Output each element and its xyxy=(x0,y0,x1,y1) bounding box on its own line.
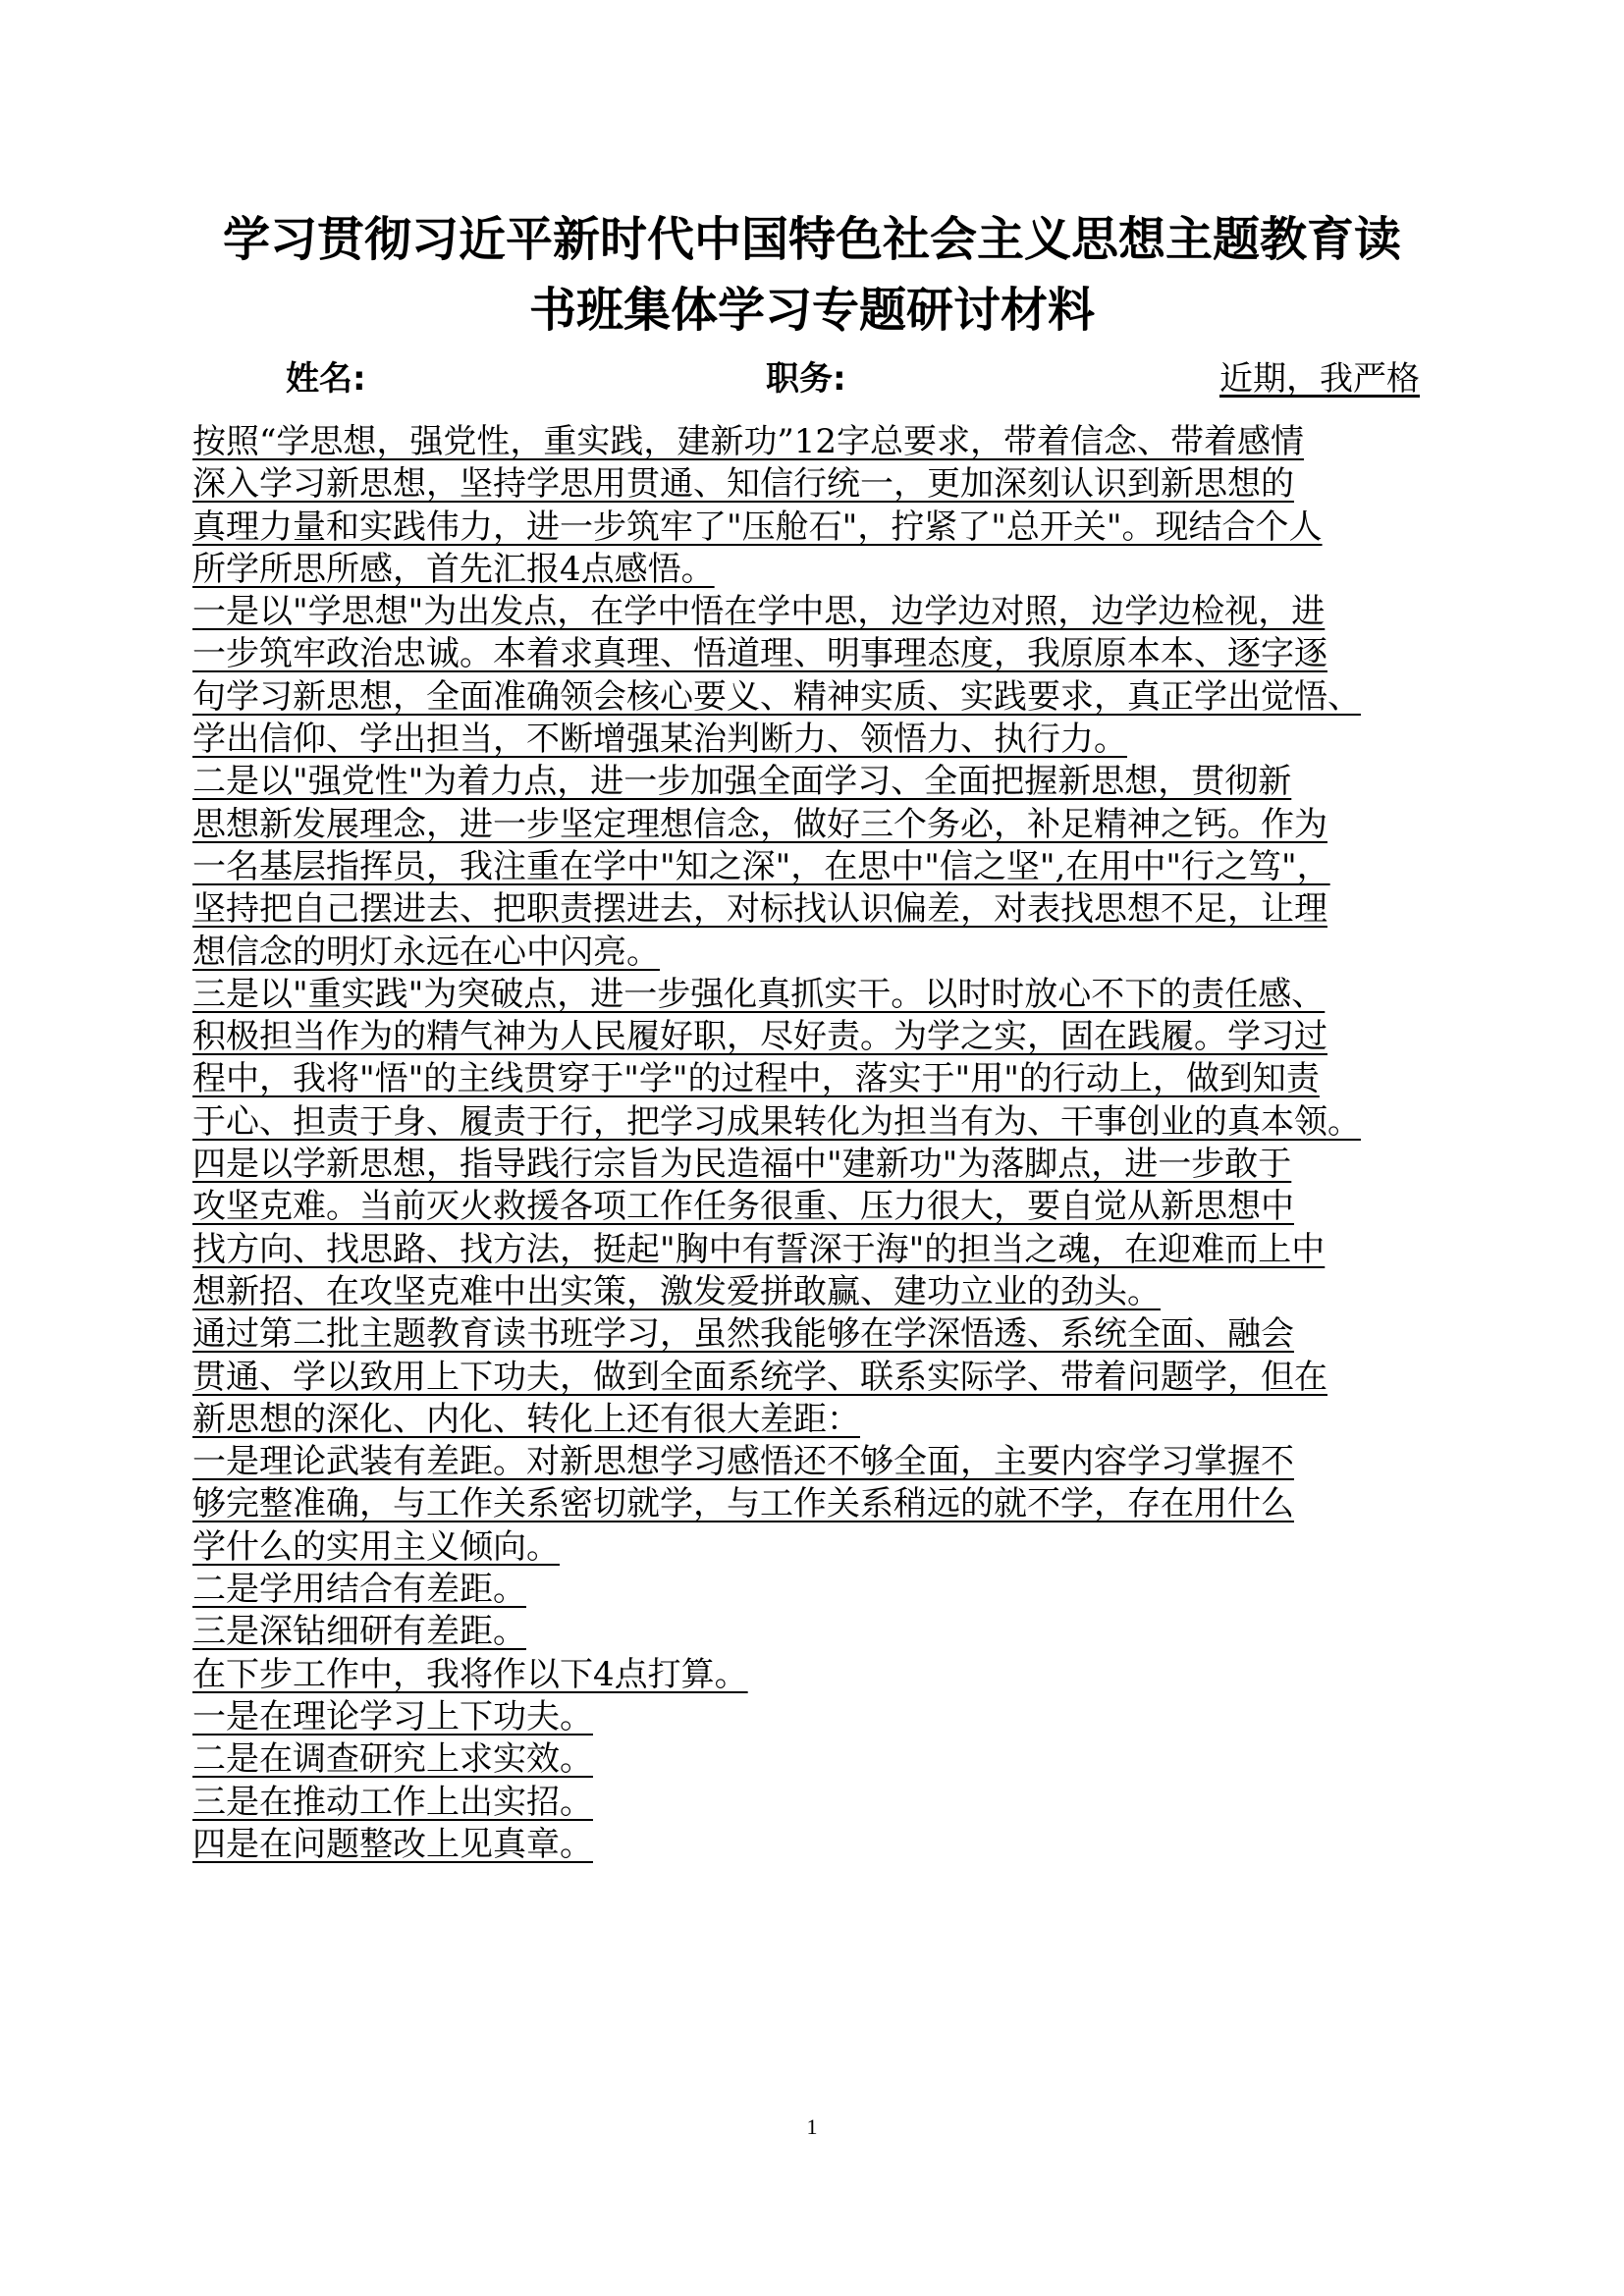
body-line-text: 想新招、在攻坚克难中出实策，激发爱拼敢赢、建功立业的劲头。 xyxy=(192,1271,1161,1311)
body-line xyxy=(192,1399,1459,1441)
body-line-text: 攻坚克难。当前灭火救援各项工作任务很重、压力很大，要自觉从新思想中 xyxy=(192,1187,1294,1227)
body-line xyxy=(192,1229,1459,1271)
body-line-text: 程中，我将"悟"的主线贯穿于"学"的过程中，落实于"用"的行动上，做到知责 xyxy=(192,1059,1320,1099)
body-line xyxy=(192,1569,1459,1611)
body-line-text: 想信念的明灯永远在心中闪亮。 xyxy=(192,932,660,972)
body-line xyxy=(192,1313,1459,1356)
body-line xyxy=(192,888,1459,931)
body-line xyxy=(192,1824,1459,1866)
body-line-text: 于心、担责于身、履责于行，把学习成果转化为担当有为、干事创业的真本领。 xyxy=(192,1101,1361,1142)
body-line xyxy=(192,1526,1459,1569)
body-line xyxy=(192,761,1459,803)
body-line-text: 一是理论武装有差距。对新思想学习感悟还不够全面，主要内容学习掌握不 xyxy=(192,1442,1294,1482)
body-line xyxy=(192,1611,1459,1653)
body-line-text: 一是以"学思想"为出发点，在学中悟在学中思，边学边对照，边学边检视，进 xyxy=(192,592,1326,632)
body-line-text: 思想新发展理念，进一步坚定理想信念，做好三个务必，补足精神之钙。作为 xyxy=(192,804,1327,844)
body-line-text: 四是在问题整改上见真章。 xyxy=(192,1824,593,1864)
body-line xyxy=(192,1101,1459,1144)
body-line-text: 在下步工作中，我将作以下4点打算。 xyxy=(192,1654,748,1694)
body-line xyxy=(192,1654,1459,1696)
name-label: 姓名: xyxy=(286,359,366,399)
body-line-text: 学出信仰、学出担当，不断增强某治判断力、领悟力、执行力。 xyxy=(192,720,1127,760)
body-line xyxy=(192,1738,1459,1781)
body-line xyxy=(192,1357,1459,1399)
body-text xyxy=(192,421,1459,1866)
body-line xyxy=(192,1441,1459,1483)
body-line xyxy=(192,1144,1459,1186)
body-line-text: 学什么的实用主义倾向。 xyxy=(192,1526,560,1567)
body-line xyxy=(192,1483,1459,1525)
body-line-text: 一名基层指挥员，我注重在学中"知之深"，在思中"信之坚",在用中"行之笃"， xyxy=(192,846,1330,886)
body-line xyxy=(192,804,1459,846)
title-line: 学习贯彻习近平新时代中国特色社会主义思想主题教育读 xyxy=(222,212,1401,267)
body-line-text: 真理力量和实践伟力，进一步筑牢了"压舱石"，拧紧了"总开关"。现结合个人 xyxy=(192,507,1323,547)
body-line-text: 一是在理论学习上下功夫。 xyxy=(192,1696,593,1736)
body-line-text: 通过第二批主题教育读书班学习，虽然我能够在学深悟透、系统全面、融会 xyxy=(192,1314,1294,1355)
body-line-text: 三是在推动工作上出实招。 xyxy=(192,1782,593,1822)
body-line xyxy=(192,633,1459,675)
body-line xyxy=(192,974,1459,1016)
body-line-text: 二是以"强党性"为着力点，进一步加强全面学习、全面把握新思想，贯彻新 xyxy=(192,762,1292,802)
body-line xyxy=(192,549,1459,591)
body-line xyxy=(192,463,1459,506)
body-line-text: 二是学用结合有差距。 xyxy=(192,1570,526,1610)
body-line-text: 二是在调查研究上求实效。 xyxy=(192,1739,593,1780)
document-title xyxy=(147,204,1477,346)
body-line xyxy=(192,421,1459,463)
body-line-text: 新思想的深化、内化、转化上还有很大差距： xyxy=(192,1399,860,1439)
body-line xyxy=(192,591,1459,633)
body-line-text: 按照“学思想，强党性，重实践，建新功”12字总要求，带着信念、带着感情 xyxy=(192,422,1305,461)
body-line xyxy=(192,846,1459,888)
body-line xyxy=(192,507,1459,549)
body-line-text: 深入学习新思想，坚持学思用贯通、知信行统一，更加深刻认识到新思想的 xyxy=(192,464,1294,505)
body-line-text: 三是深钻细研有差距。 xyxy=(192,1612,526,1652)
body-line xyxy=(192,1016,1459,1058)
body-line-text: 句学习新思想，全面准确领会核心要义、精神实质、实践要求，真正学出觉悟、 xyxy=(192,676,1361,717)
body-line-text: 贯通、学以致用上下功夫，做到全面系统学、联系实际学、带着问题学，但在 xyxy=(192,1357,1327,1397)
body-line xyxy=(192,676,1459,719)
body-line xyxy=(192,1696,1459,1738)
body-line-text: 坚持把自己摆进去、把职责摆进去，对标找认识偏差，对表找思想不足，让理 xyxy=(192,889,1327,930)
duty-label: 职务: xyxy=(766,359,846,399)
page-number: 1 xyxy=(806,2114,818,2139)
body-line-text: 找方向、找思路、找方法，挺起"胸中有誓深于海"的担当之魂，在迎难而上中 xyxy=(192,1229,1326,1269)
lead-text: 近期，我严格 xyxy=(1219,359,1420,399)
title-line: 书班集体学习专题研讨材料 xyxy=(528,283,1095,338)
body-line-text: 够完整准确，与工作关系密切就学，与工作关系稍远的就不学，存在用什么 xyxy=(192,1484,1294,1524)
body-line-text: 四是以学新思想，指导践行宗旨为民造福中"建新功"为落脚点，进一步敢于 xyxy=(192,1145,1292,1185)
body-line xyxy=(192,1782,1459,1824)
body-line-text: 所学所思所感，首先汇报4点感悟。 xyxy=(192,549,715,589)
body-line xyxy=(192,1186,1459,1228)
body-line-text: 一步筑牢政治忠诚。本着求真理、悟道理、明事理态度，我原原本本、逐字逐 xyxy=(192,634,1327,674)
body-line-text: 积极担当作为的精气神为人民履好职，尽好责。为学之实，固在践履。学习过 xyxy=(192,1017,1327,1057)
body-line-text: 三是以"重实践"为突破点，进一步强化真抓实干。以时时放心不下的责任感、 xyxy=(192,974,1326,1014)
body-line xyxy=(192,1271,1459,1313)
author-info-row xyxy=(192,353,1434,404)
body-line xyxy=(192,932,1459,974)
body-line xyxy=(192,1058,1459,1100)
body-line xyxy=(192,719,1459,761)
